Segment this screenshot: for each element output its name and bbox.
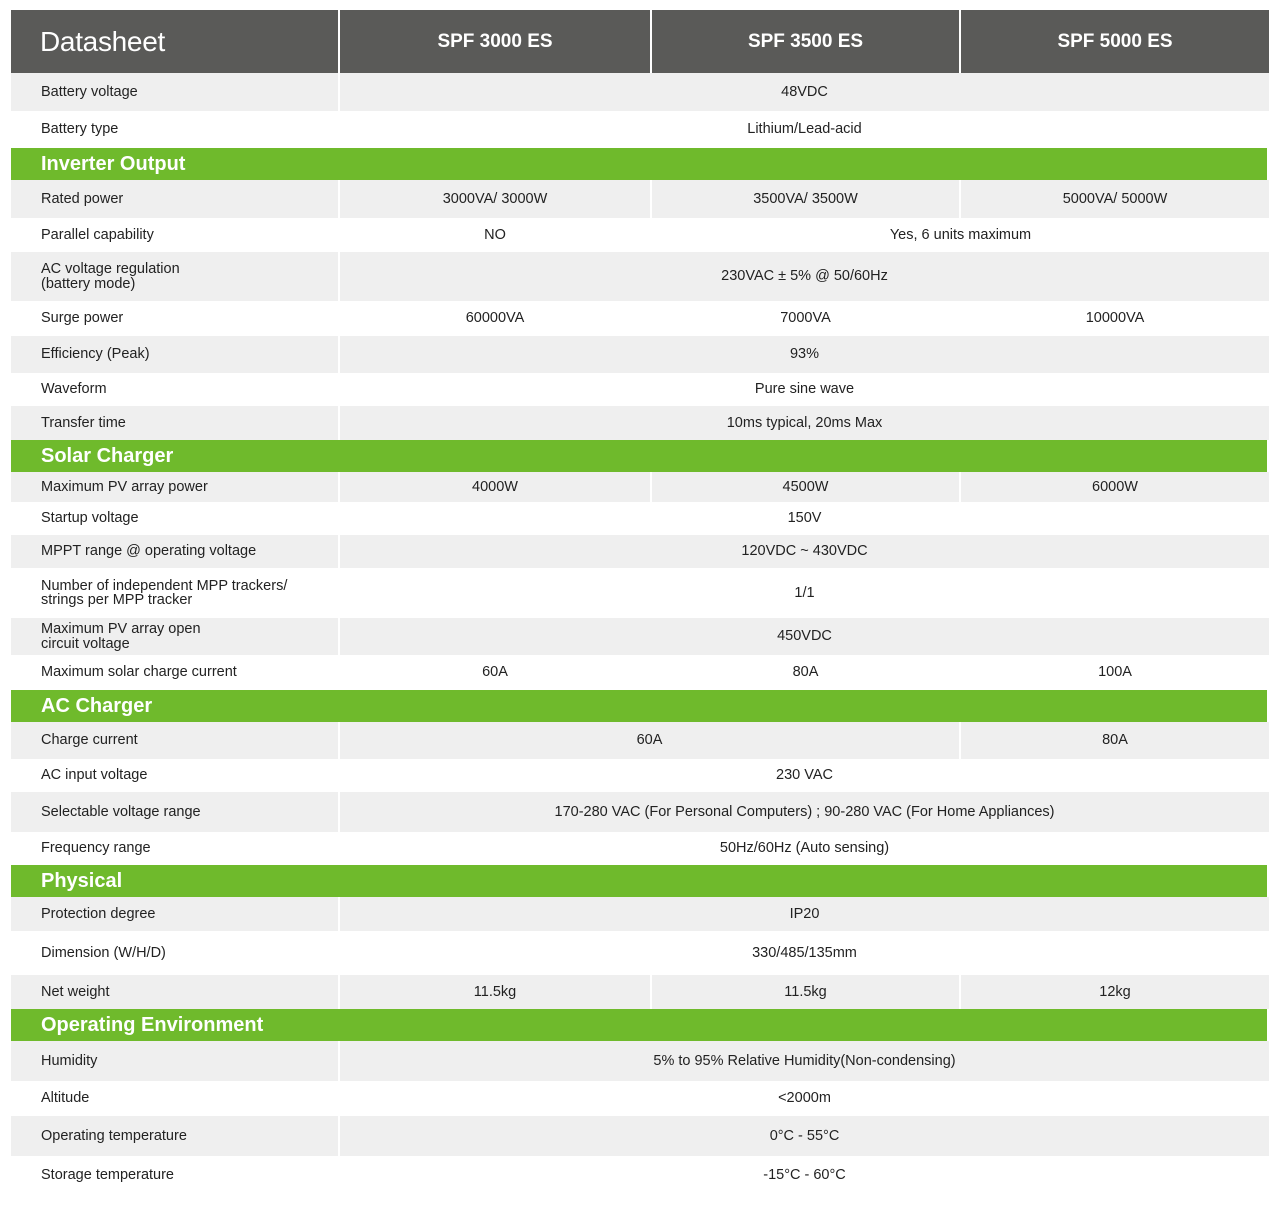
row-value: Lithium/Lead-acid (340, 111, 1269, 148)
table-row (11, 722, 1267, 759)
row-value: 93% (340, 336, 1269, 373)
row-label: Dimension (W/H/D) (11, 931, 338, 975)
row-value: Yes, 6 units maximum (652, 218, 1269, 252)
section-header: Physical (11, 865, 1267, 897)
row-label: Altitude (11, 1081, 338, 1116)
row-label: Frequency range (11, 832, 338, 865)
table-row (11, 1041, 1267, 1081)
row-value: -15°C - 60°C (340, 1156, 1269, 1194)
table-row (11, 535, 1267, 568)
table-row (11, 975, 1267, 1009)
table-row (11, 832, 1267, 865)
row-value: Pure sine wave (340, 373, 1269, 406)
row-value: 0°C - 55°C (340, 1116, 1269, 1156)
table-row (11, 336, 1267, 373)
row-value: 330/485/135mm (340, 931, 1269, 975)
model-header-spf5000: SPF 5000 ES (961, 10, 1269, 73)
row-value: 10000VA (961, 301, 1269, 336)
page-title: Datasheet (11, 10, 338, 73)
table-row (11, 301, 1267, 336)
row-value: 3000VA/ 3000W (340, 180, 650, 218)
datasheet-table (11, 10, 1267, 1194)
row-label: Number of independent MPP trackers/ strings per MPP tracker (11, 568, 338, 618)
row-value: 150V (340, 502, 1269, 535)
section-header: Operating Environment (11, 1009, 1267, 1041)
row-value: 60000VA (340, 301, 650, 336)
row-value: IP20 (340, 897, 1269, 931)
row-value: 48VDC (340, 73, 1269, 111)
row-value: 6000W (961, 472, 1269, 502)
row-label: Efficiency (Peak) (11, 336, 338, 373)
model-header-spf3500: SPF 3500 ES (652, 10, 959, 73)
row-label: Parallel capability (11, 218, 338, 252)
row-value: 230VAC ± 5% @ 50/60Hz (340, 252, 1269, 301)
row-value: 80A (652, 655, 959, 690)
row-label: AC input voltage (11, 759, 338, 792)
row-value: 60A (340, 722, 959, 759)
row-value: NO (340, 218, 650, 252)
table-row (11, 472, 1267, 502)
row-label: Maximum PV array open circuit voltage (11, 618, 338, 655)
row-value: 80A (961, 722, 1269, 759)
section-header: AC Charger (11, 690, 1267, 722)
row-label: Charge current (11, 722, 338, 759)
table-row (11, 759, 1267, 792)
row-label: Humidity (11, 1041, 338, 1081)
row-value: 4000W (340, 472, 650, 502)
row-value: 11.5kg (652, 975, 959, 1009)
table-row (11, 373, 1267, 406)
header-row (11, 10, 1267, 73)
row-value: 100A (961, 655, 1269, 690)
section-header: Inverter Output (11, 148, 1267, 180)
row-value: 3500VA/ 3500W (652, 180, 959, 218)
table-row (11, 1081, 1267, 1116)
table-row (11, 1156, 1267, 1194)
row-value: 450VDC (340, 618, 1269, 655)
table-row (11, 252, 1267, 301)
row-value: 1/1 (340, 568, 1269, 618)
row-value: 60A (340, 655, 650, 690)
row-label: Surge power (11, 301, 338, 336)
row-value: 11.5kg (340, 975, 650, 1009)
row-label: Battery type (11, 111, 338, 148)
row-label: Net weight (11, 975, 338, 1009)
row-value: 5% to 95% Relative Humidity(Non-condensing) (340, 1041, 1269, 1081)
row-label: Waveform (11, 373, 338, 406)
model-header-spf3000: SPF 3000 ES (340, 10, 650, 73)
table-row (11, 406, 1267, 440)
row-label: Rated power (11, 180, 338, 218)
row-value: 230 VAC (340, 759, 1269, 792)
table-row (11, 792, 1267, 832)
row-label: Maximum PV array power (11, 472, 338, 502)
row-label: Protection degree (11, 897, 338, 931)
row-label: AC voltage regulation (battery mode) (11, 252, 338, 301)
table-body (11, 73, 1267, 1194)
table-row (11, 931, 1267, 975)
row-value: 170-280 VAC (For Personal Computers) ; 90-280 VAC (For Home Appliances) (340, 792, 1269, 832)
row-value: 12kg (961, 975, 1269, 1009)
row-label: Storage temperature (11, 1156, 338, 1194)
row-label: Operating temperature (11, 1116, 338, 1156)
table-row (11, 180, 1267, 218)
table-row (11, 568, 1267, 618)
row-value: 4500W (652, 472, 959, 502)
row-value: 5000VA/ 5000W (961, 180, 1269, 218)
table-row (11, 502, 1267, 535)
row-value: 50Hz/60Hz (Auto sensing) (340, 832, 1269, 865)
row-label: MPPT range @ operating voltage (11, 535, 338, 568)
table-row (11, 618, 1267, 655)
table-row (11, 655, 1267, 690)
row-label: Selectable voltage range (11, 792, 338, 832)
row-value: 120VDC ~ 430VDC (340, 535, 1269, 568)
section-header: Solar Charger (11, 440, 1267, 472)
table-row (11, 897, 1267, 931)
row-value: 7000VA (652, 301, 959, 336)
row-label: Maximum solar charge current (11, 655, 338, 690)
row-value: <2000m (340, 1081, 1269, 1116)
row-label: Battery voltage (11, 73, 338, 111)
table-row (11, 111, 1267, 148)
row-value: 10ms typical, 20ms Max (340, 406, 1269, 440)
table-row (11, 1116, 1267, 1156)
row-label: Startup voltage (11, 502, 338, 535)
table-row (11, 218, 1267, 252)
table-row (11, 73, 1267, 111)
row-label: Transfer time (11, 406, 338, 440)
